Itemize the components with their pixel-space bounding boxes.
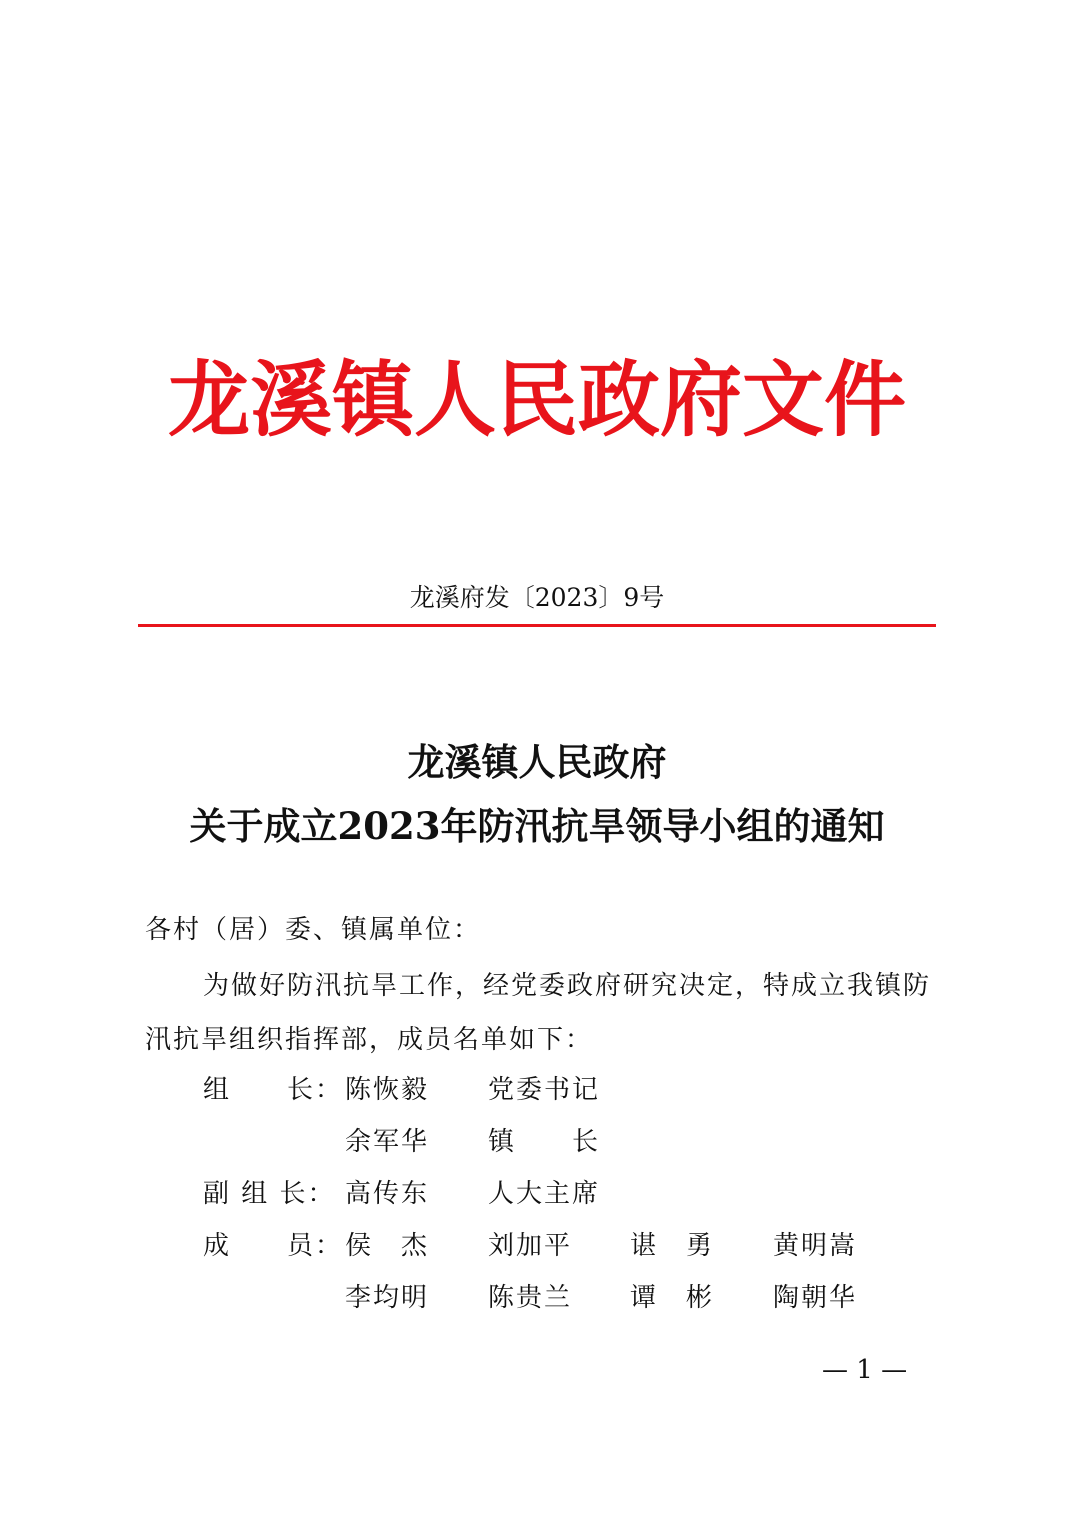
member-name: 侯 杰 bbox=[345, 1231, 430, 1261]
member-position: 镇 长 bbox=[488, 1127, 601, 1157]
member-name: 陶朝华 bbox=[773, 1283, 858, 1313]
member-name: 余军华 bbox=[345, 1127, 430, 1157]
document-masthead: 龙溪镇人民政府文件 bbox=[167, 352, 906, 448]
paragraph-line-1: 为做好防汛抗旱工作，经党委政府研究决定，特成立我镇防 bbox=[203, 971, 932, 1001]
salutation: 各村（居）委、镇属单位： bbox=[145, 915, 482, 945]
member-name: 李均明 bbox=[345, 1283, 430, 1313]
member-name: 高传东 bbox=[345, 1179, 430, 1209]
title-line-2: 关于成立2023年防汛抗旱领导小组的通知 bbox=[189, 804, 885, 848]
member-name: 陈贵兰 bbox=[488, 1283, 573, 1313]
member-name: 谭 彬 bbox=[630, 1283, 715, 1313]
member-role-label: 成 员： bbox=[203, 1231, 344, 1261]
title-line-1: 龙溪镇人民政府 bbox=[407, 740, 667, 784]
member-position: 人大主席 bbox=[488, 1179, 601, 1209]
red-divider bbox=[138, 624, 936, 627]
member-position: 党委书记 bbox=[488, 1075, 601, 1105]
member-name: 谌 勇 bbox=[630, 1231, 715, 1261]
member-name: 黄明嵩 bbox=[773, 1231, 858, 1261]
member-name: 陈恢毅 bbox=[345, 1075, 430, 1105]
page-number: — 1 — bbox=[822, 1355, 908, 1385]
member-name: 刘加平 bbox=[488, 1231, 573, 1261]
document-number: 龙溪府发〔2023〕9号 bbox=[409, 583, 665, 612]
member-role-label: 组 长： bbox=[203, 1075, 344, 1105]
paragraph-line-2: 汛抗旱组织指挥部，成员名单如下： bbox=[145, 1025, 594, 1055]
member-role-label: 副 组 长： bbox=[203, 1179, 336, 1209]
